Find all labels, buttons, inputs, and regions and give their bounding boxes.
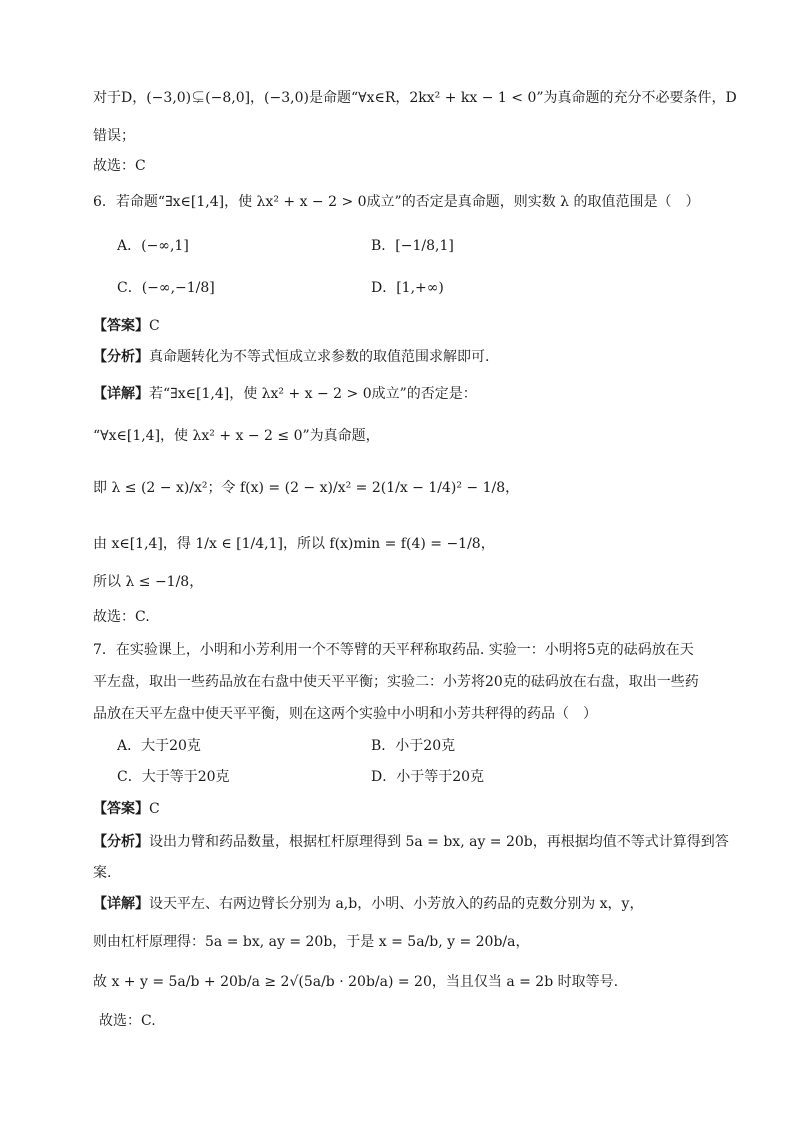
q6-detail-2: “∀x∈[1,4]，使 λx² + x − 2 ≤ 0”为真命题，: [93, 428, 380, 444]
analysis-tag: 【分析】: [93, 834, 149, 850]
detail-tag: 【详解】: [93, 386, 149, 402]
detail-text: 若“∃x∈[1,4]，使 λx² + x − 2 > 0成立”的否定是：: [149, 386, 477, 402]
q7-stem-3: 品放在天平左盘中使天平平衡，则在这两个实验中小明和小芳共秤得的药品（ ）: [93, 706, 597, 722]
q6-detail-4: 由 x∈[1,4]，得 1/x ∈ [1/4,1]，所以 f(x)min = f(4) = −1/8，: [93, 536, 495, 552]
analysis-tag: 【分析】: [93, 349, 149, 365]
q7-option-a: A．大于20克: [117, 738, 201, 754]
q7-stem-1: 7．在实验课上，小明和小芳利用一个不等臂的天平秤称取药品. 实验一：小明将5克的砝码放在天: [93, 642, 694, 658]
q6-option-c: C．(−∞,−1/8]: [117, 280, 215, 296]
answer-value: C: [149, 318, 160, 334]
q7-stem-2: 平左盘，取出一些药品放在右盘中使天平平衡；实验二：小芳将20克的砝码放在右盘，取出一些药: [93, 674, 699, 690]
detail-text: 设天平左、右两边臂长分别为 a,b，小明、小芳放入的药品的克数分别为 x，y，: [149, 896, 644, 912]
prev-solution-line-1: 对于D，(−3,0)⊊(−8,0]，(−3,0)是命题“∀x∈R，2kx² + kx − 1 < 0”为真命题的充分不必要条件，D: [93, 90, 737, 106]
q6-analysis: [93, 347, 489, 367]
q6-detail-1: [93, 384, 477, 404]
q7-choose: 故选：C.: [99, 1013, 156, 1029]
answer-tag: 【答案】: [93, 318, 149, 334]
q6-detail-3: 即 λ ≤ (2 − x)/x²；令 f(x) = (2 − x)/x² = 2(1/x − 1/4)² − 1/8，: [93, 480, 520, 496]
q6-choose: 故选：C.: [93, 609, 150, 625]
q7-analysis-2: 案.: [93, 865, 112, 881]
q7-detail-2: 则由杠杆原理得：5a = bx, ay = 20b，于是 x = 5a/b, y = 20b/a，: [93, 934, 530, 950]
q6-option-b: B．[−1/8,1]: [371, 238, 454, 254]
answer-value: C: [149, 801, 160, 817]
q6-option-a: A．(−∞,1]: [117, 238, 189, 254]
q6-detail-5: 所以 λ ≤ −1/8，: [93, 574, 204, 590]
prev-choose: 故选：C: [93, 158, 146, 174]
detail-tag: 【详解】: [93, 896, 149, 912]
q7-detail-3: 故 x + y = 5a/b + 20b/a ≥ 2√(5a/b · 20b/a) = 20，当且仅当 a = 2b 时取等号.: [93, 974, 619, 990]
q7-option-d: D．小于等于20克: [371, 769, 485, 785]
analysis-text: 真命题转化为不等式恒成立求参数的取值范围求解即可.: [149, 349, 490, 365]
analysis-text: 设出力臂和药品数量，根据杠杆原理得到 5a = bx, ay = 20b，再根据均值不等式计算得到答: [149, 834, 729, 850]
q7-option-b: B．小于20克: [371, 738, 456, 754]
q7-analysis-1: [93, 832, 729, 852]
q6-answer: [93, 316, 160, 336]
q7-detail-1: [93, 894, 643, 914]
q7-answer: [93, 799, 160, 819]
answer-tag: 【答案】: [93, 801, 149, 817]
q6-option-d: D．[1,+∞): [371, 280, 444, 296]
q6-stem: 6．若命题“∃x∈[1,4]，使 λx² + x − 2 > 0成立”的否定是真命题，则实数 λ 的取值范围是（ ）: [93, 194, 700, 210]
prev-solution-line-2: 错误；: [93, 128, 135, 144]
q7-option-c: C．大于等于20克: [117, 769, 230, 785]
